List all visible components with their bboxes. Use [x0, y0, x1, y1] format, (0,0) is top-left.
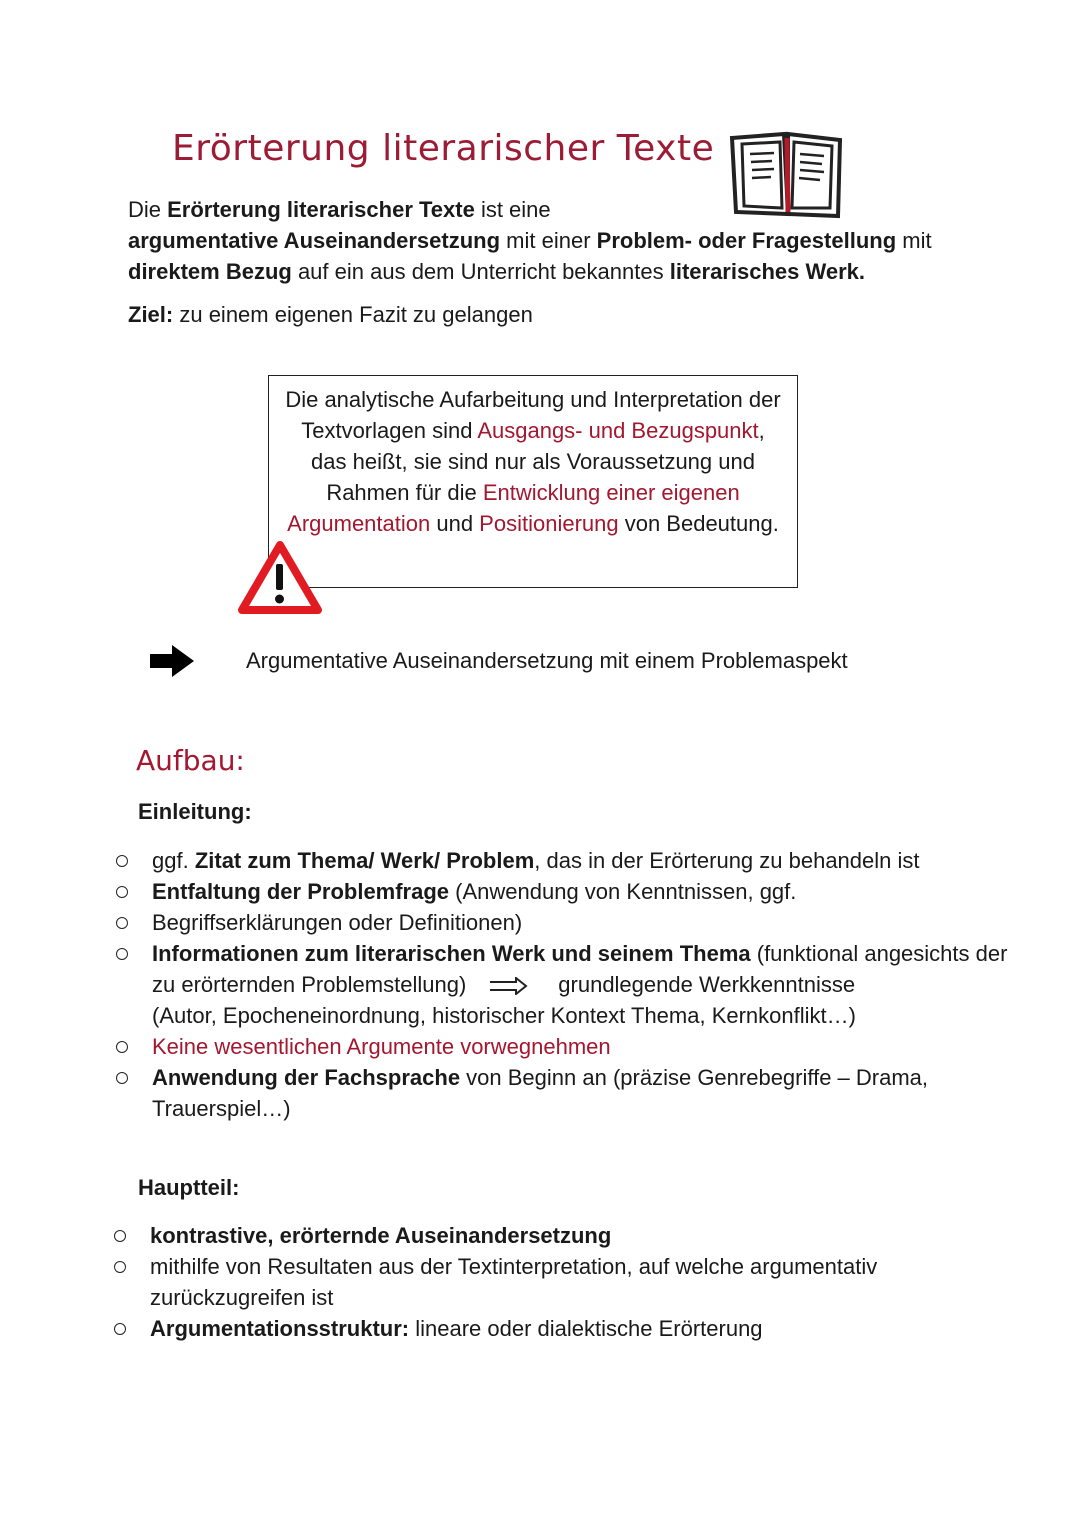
intro-paragraph: Die Erörterung literarischer Texte ist eine argumentative Auseinandersetzung mit einer Problem- oder Fragestellung mit direktem Bezug auf ein aus dem Unterricht bekanntes literarisches Werk. [128, 197, 932, 284]
bullet-icon [114, 1230, 126, 1242]
double-arrow-icon [488, 977, 528, 995]
bullet-icon [116, 855, 128, 867]
list-item: mithilfe von Resultaten aus der Textinterpretation, auf welche argumentativ zurückzugreifen ist [114, 1251, 944, 1313]
bullet-icon [116, 948, 128, 960]
list-item: ggf. Zitat zum Thema/ Werk/ Problem, das in der Erörterung zu behandeln ist [116, 845, 1016, 876]
goal-line: Ziel: zu einem eigenen Fazit zu gelangen [128, 302, 533, 327]
bullet-icon [116, 1072, 128, 1084]
bullet-icon [116, 886, 128, 898]
list-item: kontrastive, erörternde Auseinandersetzung [114, 1220, 944, 1251]
list-item: Keine wesentlichen Argumente vorwegnehmen [116, 1031, 1016, 1062]
bullet-icon [114, 1323, 126, 1335]
list-item: Entfaltung der Problemfrage (Anwendung von Kenntnissen, ggf. [116, 876, 1016, 907]
bullet-icon [116, 1041, 128, 1053]
warning-icon [237, 540, 323, 616]
list-item: Argumentationsstruktur: lineare oder dialektische Erörterung [114, 1313, 944, 1344]
heading-hauptteil: Hauptteil: [138, 1175, 240, 1200]
bullet-icon [116, 917, 128, 929]
arrow-right-icon [148, 643, 196, 679]
list-item: Anwendung der Fachsprache von Beginn an (präzise Genrebegriffe – Drama, Trauerspiel…) [116, 1062, 1016, 1124]
page-title: Erörterung literarischer Texte [172, 128, 715, 169]
bullet-icon [114, 1261, 126, 1273]
heading-einleitung: Einleitung: [138, 799, 252, 824]
conclusion-line: Argumentative Auseinandersetzung mit einem Problemaspekt [246, 648, 848, 673]
list-item: Begriffserklärungen oder Definitionen) [116, 907, 1016, 938]
einleitung-list [116, 845, 1016, 1124]
hauptteil-list [114, 1220, 944, 1344]
list-item: Informationen zum literarischen Werk und seinem Thema (funktional angesichts der zu erörternden Problemstellung) grundlegende Werkkenntnisse (Autor, Epocheneinordnung, historischer Kontext Thema, Kernkonflikt…) [116, 938, 1016, 1031]
section-heading-aufbau: Aufbau: [136, 744, 245, 777]
note-box: Die analytische Aufarbeitung und Interpretation der Textvorlagen sind Ausgangs- und Bezugspunkt, das heißt, sie sind nur als Voraussetzung und Rahmen für die Entwicklung einer eigenen Argumentation und Positionierung von Bedeutung. [268, 375, 798, 588]
